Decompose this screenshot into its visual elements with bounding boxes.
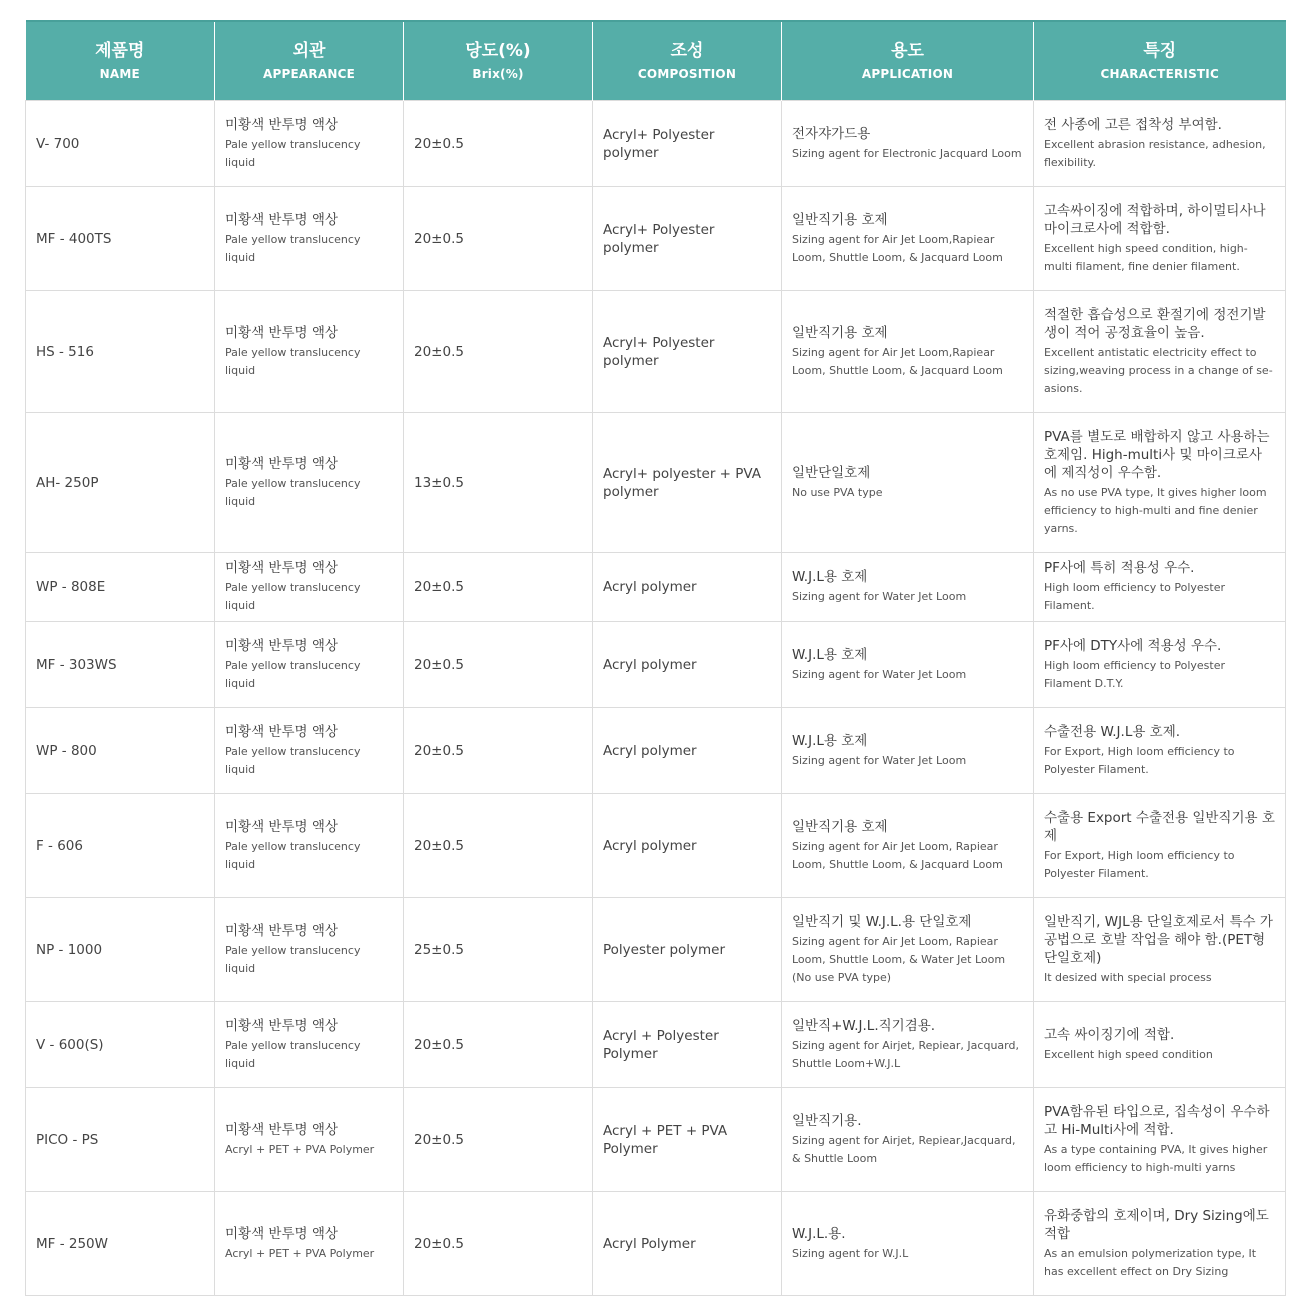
cell-name: WP - 808E [26, 553, 215, 622]
cell-application: 일반직+W.J.L.직기겸용. Sizing agent for Airjet, Repiear, Jacquard, Shuttle Loom+W.J.L [782, 1002, 1034, 1088]
cell-appearance: 미황색 반투명 액상 Pale yellow translucency liquid [215, 187, 404, 291]
table-row [26, 622, 1286, 708]
cell-appearance: 미황색 반투명 액상 Pale yellow translucency liquid [215, 794, 404, 898]
cell-application: 일반직기 및 W.J.L.용 단일호제 Sizing agent for Air Jet Loom, Rapiear Loom, Shuttle Loom, & Water Jet Loom (No use PVA type) [782, 898, 1034, 1002]
cell-name: MF - 303WS [26, 622, 215, 708]
header-composition: 조성 COMPOSITION [593, 21, 782, 101]
cell-name: WP - 800 [26, 708, 215, 794]
cell-application: W.J.L.용. Sizing agent for W.J.L [782, 1192, 1034, 1296]
table-row [26, 553, 1286, 622]
cell-characteristic: 고속싸이징에 적합하며, 하이멀티사나 마이크로사에 적합함. Excellent high speed condition, high-multi filament, fine denier filament. [1034, 187, 1286, 291]
cell-appearance: 미황색 반투명 액상 Acryl + PET + PVA Polymer [215, 1088, 404, 1192]
cell-name: MF - 400TS [26, 187, 215, 291]
cell-appearance: 미황색 반투명 액상 Pale yellow translucency liquid [215, 708, 404, 794]
cell-name: NP - 1000 [26, 898, 215, 1002]
header-characteristic: 특징 CHARACTERISTIC [1034, 21, 1286, 101]
cell-appearance: 미황색 반투명 액상 Acryl + PET + PVA Polymer [215, 1192, 404, 1296]
product-table-container [25, 20, 1285, 1296]
cell-appearance: 미황색 반투명 액상 Pale yellow translucency liquid [215, 622, 404, 708]
table-body [26, 101, 1286, 1296]
cell-application: W.J.L용 호제 Sizing agent for Water Jet Loom [782, 622, 1034, 708]
cell-name: F - 606 [26, 794, 215, 898]
cell-composition: Polyester polymer [593, 898, 782, 1002]
table-row [26, 898, 1286, 1002]
cell-application: 일반직기용. Sizing agent for Airjet, Repiear,Jacquard, & Shuttle Loom [782, 1088, 1034, 1192]
cell-name: V- 700 [26, 101, 215, 187]
table-header [26, 21, 1286, 101]
cell-appearance: 미황색 반투명 액상 Pale yellow translucency liquid [215, 291, 404, 413]
table-row [26, 291, 1286, 413]
cell-characteristic: 수출용 Export 수출전용 일반직기용 호제 For Export, High loom efficiency to Polyester Filament. [1034, 794, 1286, 898]
cell-brix: 20±0.5 [404, 1088, 593, 1192]
cell-composition: Acryl polymer [593, 553, 782, 622]
cell-composition: Acryl + Polyester Polymer [593, 1002, 782, 1088]
cell-characteristic: 고속 싸이징기에 적합. Excellent high speed condition [1034, 1002, 1286, 1088]
cell-composition: Acryl polymer [593, 794, 782, 898]
cell-brix: 25±0.5 [404, 898, 593, 1002]
cell-characteristic: PF사에 DTY사에 적용성 우수. High loom efficiency to Polyester Filament D.T.Y. [1034, 622, 1286, 708]
cell-name: MF - 250W [26, 1192, 215, 1296]
cell-application: 일반직기용 호제 Sizing agent for Air Jet Loom, Rapiear Loom, Shuttle Loom, & Jacquard Loom [782, 794, 1034, 898]
header-name: 제품명 NAME [26, 21, 215, 101]
table-row [26, 1192, 1286, 1296]
cell-composition: Acryl Polymer [593, 1192, 782, 1296]
cell-name: AH- 250P [26, 413, 215, 553]
table-row [26, 708, 1286, 794]
cell-brix: 20±0.5 [404, 1002, 593, 1088]
cell-characteristic: 적절한 흡습성으로 환절기에 정전기발생이 적어 공정효율이 높음. Excellent antistatic electricity effect to sizing,weaving process in a change of se-asions. [1034, 291, 1286, 413]
table-row [26, 101, 1286, 187]
table-row [26, 1002, 1286, 1088]
cell-appearance: 미황색 반투명 액상 Pale yellow translucency liquid [215, 1002, 404, 1088]
cell-appearance: 미황색 반투명 액상 Pale yellow translucency liquid [215, 553, 404, 622]
header-appearance: 외관 APPEARANCE [215, 21, 404, 101]
cell-appearance: 미황색 반투명 액상 Pale yellow translucency liquid [215, 101, 404, 187]
table-row [26, 187, 1286, 291]
cell-characteristic: PF사에 특히 적용성 우수. High loom efficiency to Polyester Filament. [1034, 553, 1286, 622]
table-row [26, 1088, 1286, 1192]
cell-composition: Acryl polymer [593, 708, 782, 794]
cell-application: W.J.L용 호제 Sizing agent for Water Jet Loom [782, 553, 1034, 622]
header-application: 용도 APPLICATION [782, 21, 1034, 101]
cell-characteristic: 전 사종에 고른 접착성 부여함. Excellent abrasion resistance, adhesion, flexibility. [1034, 101, 1286, 187]
cell-brix: 20±0.5 [404, 708, 593, 794]
cell-name: HS - 516 [26, 291, 215, 413]
cell-composition: Acryl+ Polyester polymer [593, 101, 782, 187]
header-brix: 당도(%) Brix(%) [404, 21, 593, 101]
cell-application: 일반직기용 호제 Sizing agent for Air Jet Loom,Rapiear Loom, Shuttle Loom, & Jacquard Loom [782, 291, 1034, 413]
cell-brix: 13±0.5 [404, 413, 593, 553]
cell-characteristic: 일반직기, WJL용 단일호제로서 특수 가공법으로 호발 작업을 해야 함.(PET형 단일호제) It desized with special process [1034, 898, 1286, 1002]
cell-brix: 20±0.5 [404, 794, 593, 898]
cell-application: W.J.L용 호제 Sizing agent for Water Jet Loom [782, 708, 1034, 794]
table-row [26, 794, 1286, 898]
cell-appearance: 미황색 반투명 액상 Pale yellow translucency liquid [215, 898, 404, 1002]
cell-characteristic: PVA를 별도로 배합하지 않고 사용하는 호제임. High-multi사 및 마이크로사에 제직성이 우수함. As no use PVA type, It gives higher loom efficiency to high-multi and fine denier yarns. [1034, 413, 1286, 553]
cell-composition: Acryl+ Polyester polymer [593, 187, 782, 291]
cell-composition: Acryl polymer [593, 622, 782, 708]
cell-characteristic: PVA함유된 타입으로, 집속성이 우수하고 Hi-Multi사에 적합. As a type containing PVA, It gives higher loom efficiency to high-multi yarns [1034, 1088, 1286, 1192]
table-row [26, 413, 1286, 553]
cell-name: V - 600(S) [26, 1002, 215, 1088]
cell-brix: 20±0.5 [404, 622, 593, 708]
cell-composition: Acryl+ polyester + PVA polymer [593, 413, 782, 553]
cell-name: PICO - PS [26, 1088, 215, 1192]
cell-brix: 20±0.5 [404, 187, 593, 291]
cell-brix: 20±0.5 [404, 1192, 593, 1296]
cell-application: 일반직기용 호제 Sizing agent for Air Jet Loom,Rapiear Loom, Shuttle Loom, & Jacquard Loom [782, 187, 1034, 291]
cell-brix: 20±0.5 [404, 101, 593, 187]
product-spec-table [25, 20, 1286, 1296]
cell-composition: Acryl + PET + PVA Polymer [593, 1088, 782, 1192]
cell-application: 일반단일호제 No use PVA type [782, 413, 1034, 553]
cell-brix: 20±0.5 [404, 291, 593, 413]
cell-application: 전자쟈가드용 Sizing agent for Electronic Jacquard Loom [782, 101, 1034, 187]
cell-characteristic: 수출전용 W.J.L용 호제. For Export, High loom efficiency to Polyester Filament. [1034, 708, 1286, 794]
cell-brix: 20±0.5 [404, 553, 593, 622]
cell-composition: Acryl+ Polyester polymer [593, 291, 782, 413]
cell-characteristic: 유화중합의 호제이며, Dry Sizing에도 적합 As an emulsion polymerization type, It has excellent effect on Dry Sizing [1034, 1192, 1286, 1296]
cell-appearance: 미황색 반투명 액상 Pale yellow translucency liquid [215, 413, 404, 553]
